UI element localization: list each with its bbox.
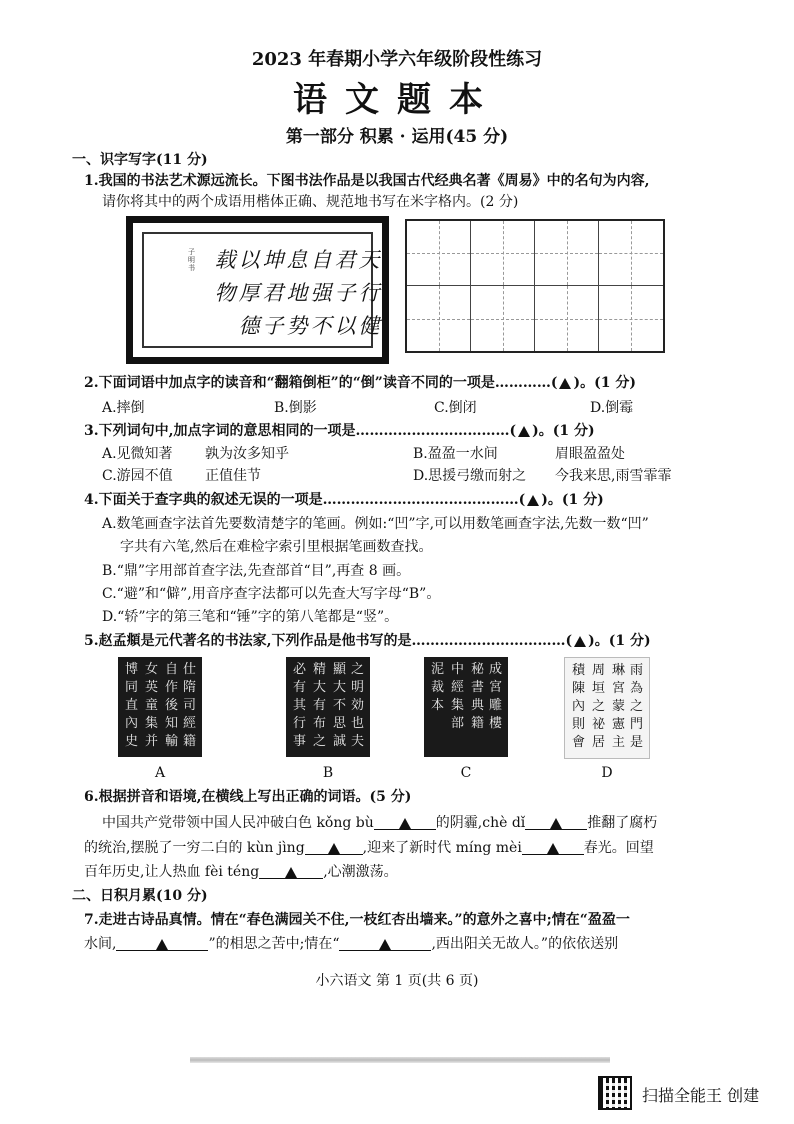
question-stem: 5.赵孟頫是元代著名的书法家,下列作品是他书写的是……………………………( )。(1 分) [84,633,651,649]
answer-blank[interactable] [522,838,584,855]
calligraphy-sample-a: 仕隋司經籍 自作後知輸 女英童集并 博同直內史 [118,657,202,757]
option-a: A.数笔画查字法首先要数清楚字的笔画。例如:“凹”字,可以用数笔画查字法,先数一数“凹” [102,516,649,532]
option-b: B.“鼎”字用部首查字法,先查部首“目”,再查 8 画。 [102,563,411,579]
grid-cell[interactable] [535,221,599,286]
grid-cell[interactable] [599,221,663,286]
triangle-icon [518,426,530,437]
triangle-icon [399,818,411,829]
fill-line-1: 中国共产党带领中国人民冲破白色 kǒng bù 的阴霾,chè dǐ 推翻了腐朽 [102,815,658,831]
calligraphy-column: 天行健 [358,248,380,338]
fill-line: 水间, ”的相思之苦中;情在“ ,西出阳关无故人。”的依依送别 [84,936,619,952]
grid-cell[interactable] [407,286,471,351]
sample-label: A [154,765,166,781]
calligraphy-column: 载物 [214,248,236,305]
question-stem: 3.下列词句中,加点字词的意思相同的一项是……………………………( )。(1 分) [84,423,595,439]
fill-line-2: 的统治,摆脱了一穷二白的 kùn jìng ,迎来了新时代 míng mèi 春光。回望 [84,840,654,856]
question-stem: 2.下面词语中加点字的读音和“翻箱倒柜”的“倒”读音不同的一项是…………( )。(1 分) [84,375,636,391]
subject-title: 语文题本 [293,80,501,120]
writing-grid[interactable] [405,219,665,353]
scanner-watermark: 扫描全能王 创建 [642,1086,760,1105]
sample-label: C [460,765,472,781]
option-c-phrase: 正值佳节 [205,468,261,484]
option-d-word: D.思援弓缴而射之 [413,468,527,484]
option-d: D.“轿”字的第三笔和“锤”字的第八笔都是“竖”。 [102,609,399,625]
triangle-icon [527,495,539,506]
question-stem: 7.走进古诗品真情。情在“春色满园关不住,一枝红杏出墙来。”的意外之喜中;情在“盈盈一 [84,912,630,928]
section-heading: 二、日积月累(10 分) [72,888,208,904]
question-stem: 6.根据拼音和语境,在横线上写出正确的词语。(5 分) [84,789,412,805]
grid-cell[interactable] [599,286,663,351]
triangle-icon [328,843,340,854]
option-a-phrase: 孰为汝多知乎 [205,446,289,462]
question-stem-cont: 请你将其中的两个成语用楷体正确、规范地书写在米字格内。(2 分) [102,194,519,210]
triangle-icon [574,636,586,647]
triangle-icon [559,378,571,389]
triangle-icon [156,939,168,950]
qr-code-icon [598,1076,632,1110]
answer-blank[interactable] [374,813,436,830]
answer-blank[interactable] [339,934,431,951]
part-title: 第一部分 积累 · 运用(45 分) [285,127,509,147]
triangle-icon [547,843,559,854]
question-stem: 1.我国的书法艺术源远流长。下图书法作品是以我国古代经典名著《周易》中的名句为内容, [84,173,650,189]
option-a-cont: 字共有六笔,然后在难检字索引里根据笔画数查找。 [120,539,433,555]
triangle-icon [379,939,391,950]
triangle-icon [285,867,297,878]
calligraphy-column: 坤君子 [262,248,284,338]
grid-cell[interactable] [407,221,471,286]
grid-cell[interactable] [471,286,535,351]
answer-blank[interactable] [116,934,208,951]
answer-blank[interactable] [525,813,587,830]
page-footer: 小六语文 第 1 页(共 6 页) [315,973,479,989]
option-a: A.摔倒 [102,400,145,416]
option-b-word: B.盈盈一水间 [413,446,498,462]
sample-label: D [601,765,613,781]
option-c: C.倒闭 [434,400,477,416]
grid-cell[interactable] [471,221,535,286]
grid-cell[interactable] [535,286,599,351]
option-a-word: A.见微知著 [102,446,173,462]
sample-label: B [322,765,334,781]
answer-blank[interactable] [305,838,363,855]
option-d: D.倒霉 [590,400,634,416]
option-b-phrase: 眉眼盈盈处 [555,446,625,462]
option-d-phrase: 今我来思,雨雪霏霏 [555,468,672,484]
answer-blank[interactable] [259,862,323,879]
question-stem: 4.下面关于查字典的叙述无误的一项是……………………………………( )。(1 分) [84,492,604,508]
section-heading: 一、识字写字(11 分) [72,152,208,168]
option-b: B.倒影 [274,400,317,416]
calligraphy-sample-d: 雨為之門是 琳宮蒙憲主 周垣之祕居 積陳內則會 [564,657,650,759]
calligraphy-column: 以厚德 [238,248,260,338]
calligraphy-signature: 子明书 [188,248,195,272]
triangle-icon [550,818,562,829]
fill-line-3: 百年历史,让人热血 fèi téng ,心潮激荡。 [84,864,398,880]
scan-edge [190,1057,610,1063]
calligraphy-column: 君子以 [334,248,356,338]
exam-title: 2023 年春期小学六年级阶段性练习 [251,49,543,70]
calligraphy-column: 息地势 [286,248,308,338]
option-c-word: C.游园不值 [102,468,173,484]
calligraphy-artwork [126,216,389,364]
option-c: C.“避”和“僻”,用音序查字法都可以先查大写字母“B”。 [102,586,441,602]
calligraphy-sample-b: 之明効也夫 顯大不思誠 精大有布之 必有其行事 [286,657,370,757]
calligraphy-column: 自强不 [310,248,332,338]
calligraphy-sample-c: 成宮雕樓 秘書典籍 中經集部 泥裁本 [424,657,508,757]
